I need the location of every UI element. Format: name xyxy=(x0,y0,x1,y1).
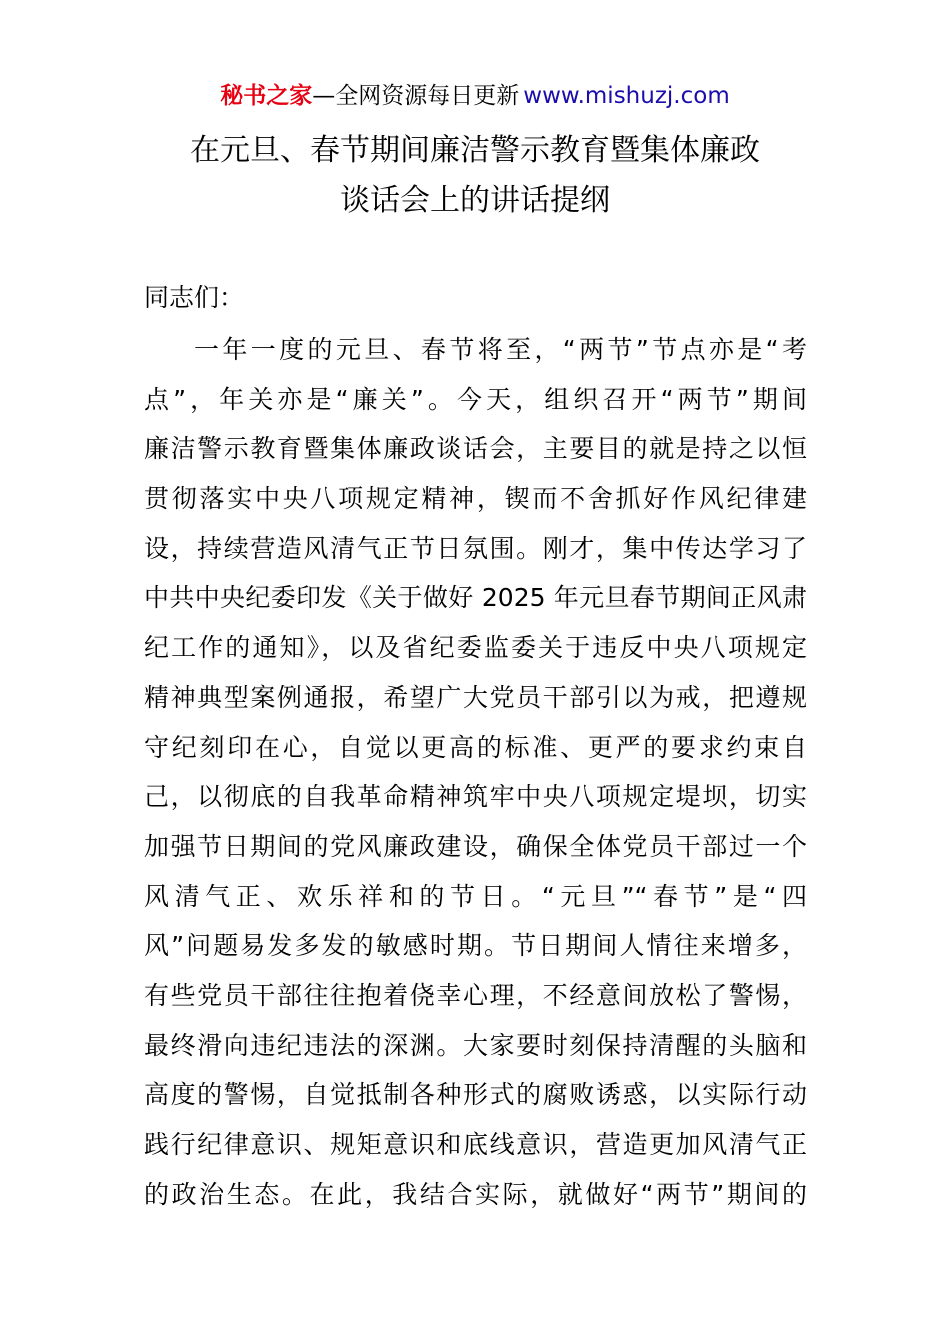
body-line: 廉洁警示教育暨集体廉政谈话会，主要目的就是持之以恒 xyxy=(144,434,807,464)
body-line: 最终滑向违纪违法的深渊。大家要时刻保持清醒的头脑和 xyxy=(144,1030,807,1060)
body-line: 有些党员干部往往抱着侥幸心理，不经意间放松了警惕， xyxy=(144,980,807,1010)
site-url-link[interactable]: www.mishuzj.com xyxy=(523,83,730,109)
body-line: 己，以彻底的自我革命精神筑牢中央八项规定堤坝，切实 xyxy=(144,782,807,812)
body-line: 风清气正、欢乐祥和的节日。“元旦”“春节”是“四 xyxy=(144,881,807,911)
body-line: 践行纪律意识、规矩意识和底线意识，营造更加风清气正 xyxy=(144,1130,807,1159)
document-title xyxy=(0,126,950,226)
title-line-2: 谈话会上的讲话提纲 xyxy=(340,183,610,218)
body-line: 一年一度的元旦、春节将至，“两节”节点亦是“考 xyxy=(194,335,807,364)
body-line: 点”，年关亦是“廉关”。今天，组织召开“两节”期间 xyxy=(144,384,807,414)
body-line: 精神典型案例通报，希望广大党员干部引以为戒，把遵规 xyxy=(144,682,807,712)
title-line-1: 在元旦、春节期间廉洁警示教育暨集体廉政 xyxy=(190,133,760,168)
body-line: 守纪刻印在心，自觉以更高的标准、更严的要求约束自 xyxy=(144,732,807,762)
brand-name: 秘书之家 xyxy=(220,83,313,109)
body-line: 风”问题易发多发的敏感时期。节日期间人情往来增多， xyxy=(144,931,807,961)
header-tagline: —全网资源每日更新 xyxy=(312,83,520,109)
body-line: 的政治生态。在此，我结合实际，就做好“两节”期间的 xyxy=(144,1179,807,1209)
body-line: 纪工作的通知》，以及省纪委监委关于违反中央八项规定 xyxy=(144,633,807,663)
site-header xyxy=(0,80,950,112)
body-line: 加强节日期间的党风廉政建设，确保全体党员干部过一个 xyxy=(144,831,807,861)
body-line: 中共中央纪委印发《关于做好 2025 年元旦春节期间正风肃 xyxy=(144,583,807,613)
body-paragraph xyxy=(144,325,807,1219)
body-line: 高度的警惕，自觉抵制各种形式的腐败诱惑，以实际行动 xyxy=(144,1080,807,1110)
body-line: 贯彻落实中央八项规定精神，锲而不舍抓好作风纪律建 xyxy=(144,484,807,514)
body-line: 设，持续营造风清气正节日氛围。刚才，集中传达学习了 xyxy=(144,533,807,563)
salutation: 同志们： xyxy=(144,283,245,312)
